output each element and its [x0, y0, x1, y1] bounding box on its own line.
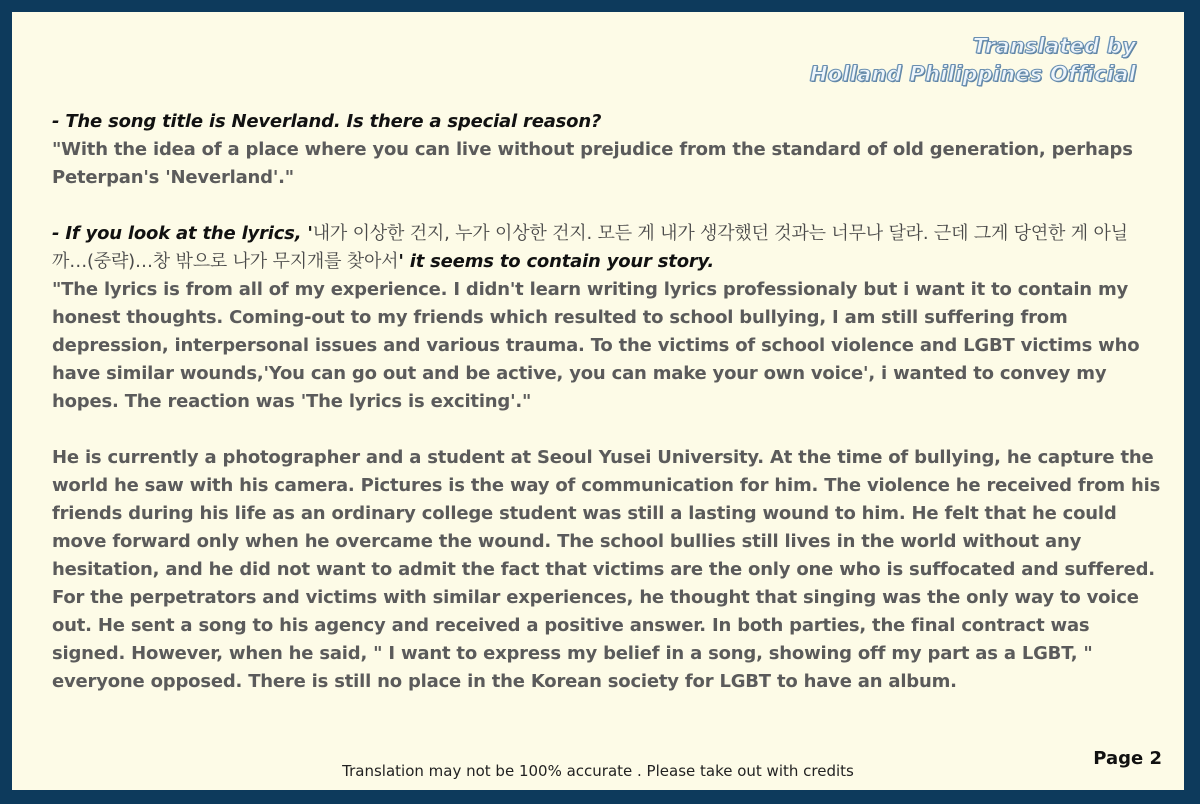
question-2-suffix: ' it seems to contain your story. [398, 251, 715, 272]
question-2 [52, 220, 1162, 276]
answer-1: "With the idea of a place where you can live without prejudice from the standard of old generation, perhaps Peterpan's 'Neverland'." [52, 139, 1133, 188]
paragraph-gap [52, 192, 1162, 220]
translator-credit [810, 32, 1136, 88]
page-number: Page 2 [1093, 748, 1162, 769]
credit-line-2: Holland Philippines Official [809, 62, 1136, 86]
article-body [52, 108, 1162, 696]
credit-line-1: Translated by [972, 34, 1136, 58]
disclaimer-note: Translation may not be 100% accurate . Please take out with credits [342, 762, 854, 780]
paragraph-gap [52, 416, 1162, 444]
question-2-prefix: - If you look at the lyrics, ' [52, 223, 313, 244]
document-page [12, 12, 1184, 790]
question-1: - The song title is Neverland. Is there a special reason? [52, 111, 602, 132]
question-2-korean-lyrics: 내가 이상한 건지, 누가 이상한 건지. 모든 게 내가 생각했던 것과는 너무나 달라. 근데 그게 당연한 게 아닐까…(중략)…창 밖으로 나가 무지개를 찾아서 [52, 223, 1128, 272]
narrative-paragraph: He is currently a photographer and a student at Seoul Yusei University. At the time of bullying, he capture the world he saw with his camera. Pictures is the way of communication for him. The violence he received from his friends during his life as an ordinary college student was still a lasting wound to him. He felt that he could move forward only when he overcame the wound. The school bullies still lives in the world without any hesitation, and he did not want to admit the fact that victims are the only one who is suffocated and suffered. For the perpetrators and victims with similar experiences, he thought that singing was the only way to voice out. He sent a song to his agency and received a positive answer. In both parties, the final contract was signed. However, when he said, " I want to express my belief in a song, showing off my part as a LGBT, " everyone opposed. There is still no place in the Korean society for LGBT to have an album. [52, 447, 1161, 692]
answer-2: "The lyrics is from all of my experience. I didn't learn writing lyrics professionaly but i want it to contain my honest thoughts. Coming-out to my friends which resulted to school bullying, I am still suffering from depression, interpersonal issues and various trauma. To the victims of school violence and LGBT victims who have similar wounds,'You can go out and be active, you can make your own voice', i wanted to convey my hopes. The reaction was 'The lyrics is exciting'." [52, 279, 1140, 412]
